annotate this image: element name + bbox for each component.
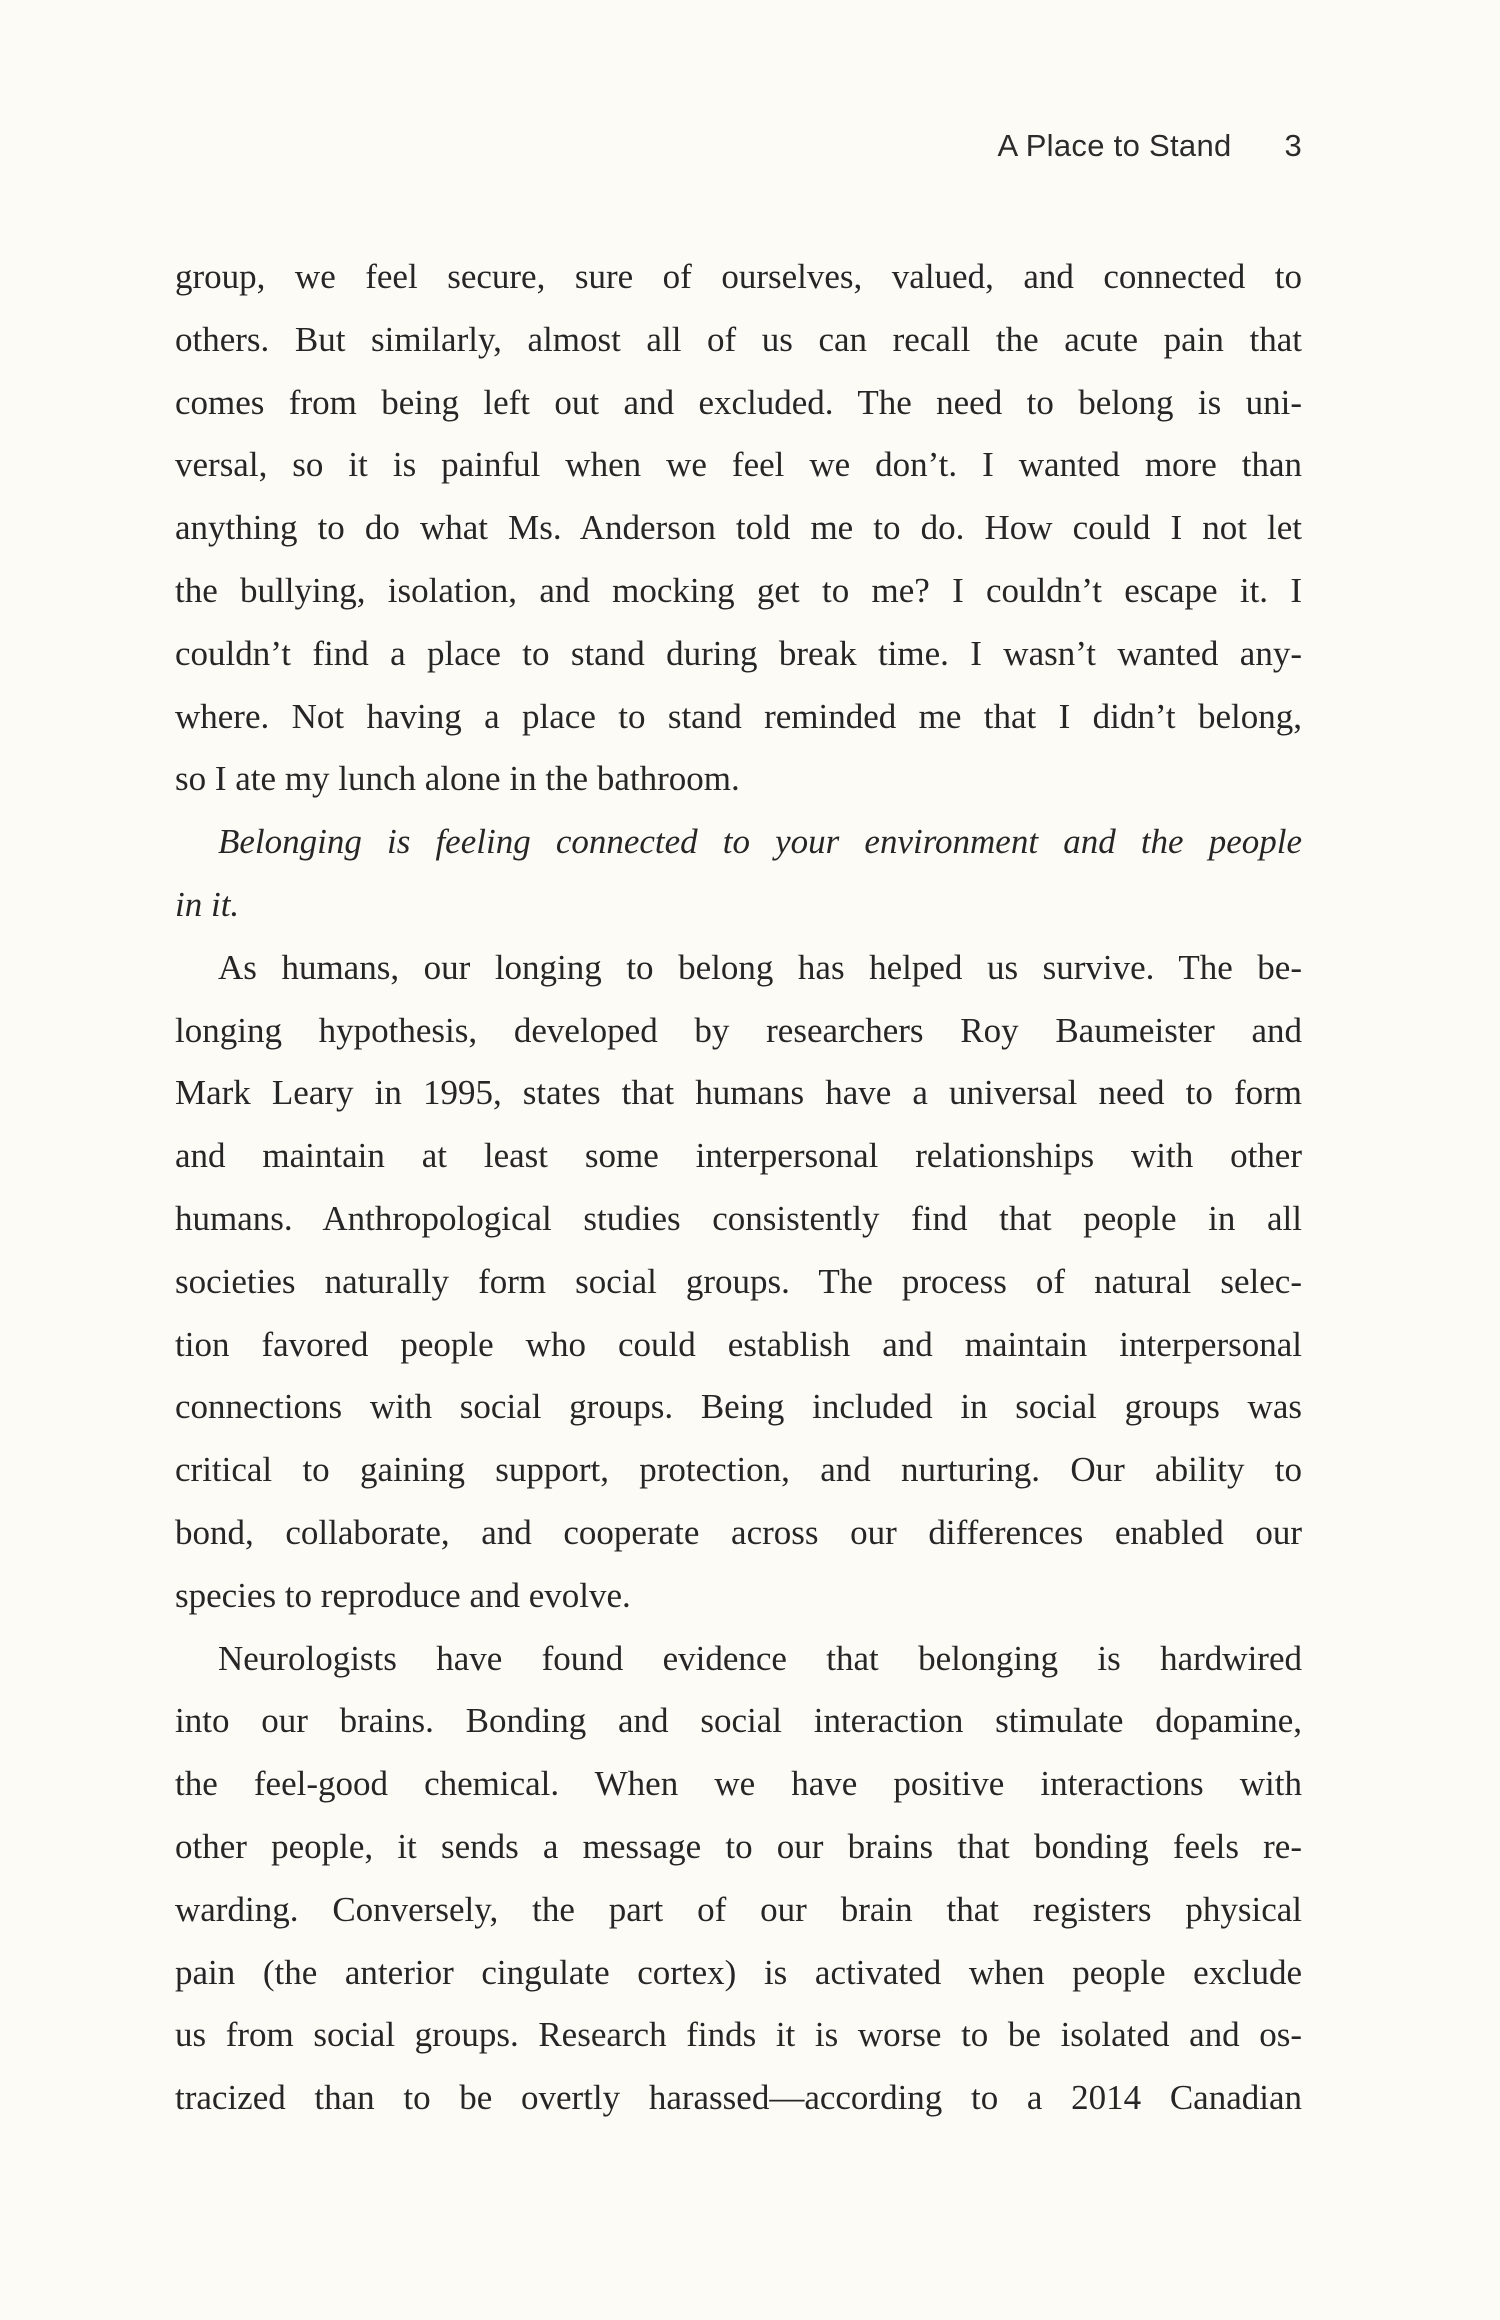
text-line: societies naturally form social groups. The process of natural selec-: [175, 1261, 1302, 1301]
text-line: bond, collaborate, and cooperate across our differences enabled our: [175, 1512, 1302, 1552]
text-line: couldn’t find a place to stand during break time. I wasn’t wanted any-: [175, 633, 1302, 673]
text-line: versal, so it is painful when we feel we don’t. I wanted more than: [175, 445, 1302, 485]
text-line: the bullying, isolation, and mocking get to me? I couldn’t escape it. I: [175, 570, 1302, 610]
text-line: connections with social groups. Being included in social groups was: [175, 1387, 1302, 1427]
paragraph: [175, 246, 1302, 811]
text-line: longing hypothesis, developed by researchers Roy Baumeister and: [175, 1010, 1302, 1050]
text-line: species to reproduce and evolve.: [175, 1575, 631, 1615]
text-line: where. Not having a place to stand reminded me that I didn’t belong,: [175, 696, 1302, 736]
text-line: anything to do what Ms. Anderson told me to do. How could I not let: [175, 508, 1302, 548]
running-header-title: A Place to Stand: [997, 128, 1232, 163]
paragraph: [175, 1628, 1302, 2130]
text-line: the feel-good chemical. When we have positive interactions with: [175, 1764, 1302, 1804]
text-line: As humans, our longing to belong has helped us survive. The be-: [218, 947, 1302, 987]
text-line: into our brains. Bonding and social interaction stimulate dopamine,: [175, 1701, 1302, 1741]
italic-definition-paragraph: [175, 811, 1302, 937]
page-number: 3: [1284, 128, 1302, 163]
text-line: so I ate my lunch alone in the bathroom.: [175, 759, 740, 799]
text-line: group, we feel secure, sure of ourselves, valued, and connected to: [175, 257, 1302, 296]
text-line: tion favored people who could establish and maintain interpersonal: [175, 1324, 1302, 1364]
body-text: [175, 246, 1302, 2130]
text-line: tracized than to be overtly harassed—according to a 2014 Canadian: [175, 2078, 1302, 2118]
text-line: comes from being left out and excluded. The need to belong is uni-: [175, 382, 1302, 422]
paragraph: [175, 937, 1302, 1628]
text-line: critical to gaining support, protection, and nurturing. Our ability to: [175, 1450, 1302, 1490]
text-line: humans. Anthropological studies consistently find that people in all: [175, 1198, 1302, 1238]
text-line: Belonging is feeling connected to your environment and the people: [218, 822, 1302, 862]
text-line: Neurologists have found evidence that belonging is hardwired: [218, 1638, 1302, 1678]
text-line: others. But similarly, almost all of us can recall the acute pain that: [175, 319, 1302, 359]
running-header: [998, 128, 1302, 164]
text-line: other people, it sends a message to our brains that bonding feels re-: [175, 1826, 1302, 1866]
text-line: and maintain at least some interpersonal relationships with other: [175, 1136, 1302, 1176]
text-line: in it.: [175, 884, 240, 924]
text-line: pain (the anterior cingulate cortex) is activated when people exclude: [175, 1952, 1302, 1992]
text-line: warding. Conversely, the part of our brain that registers physical: [175, 1889, 1302, 1929]
text-line: Mark Leary in 1995, states that humans have a universal need to form: [175, 1073, 1302, 1113]
text-line: us from social groups. Research finds it is worse to be isolated and os-: [175, 2015, 1302, 2055]
